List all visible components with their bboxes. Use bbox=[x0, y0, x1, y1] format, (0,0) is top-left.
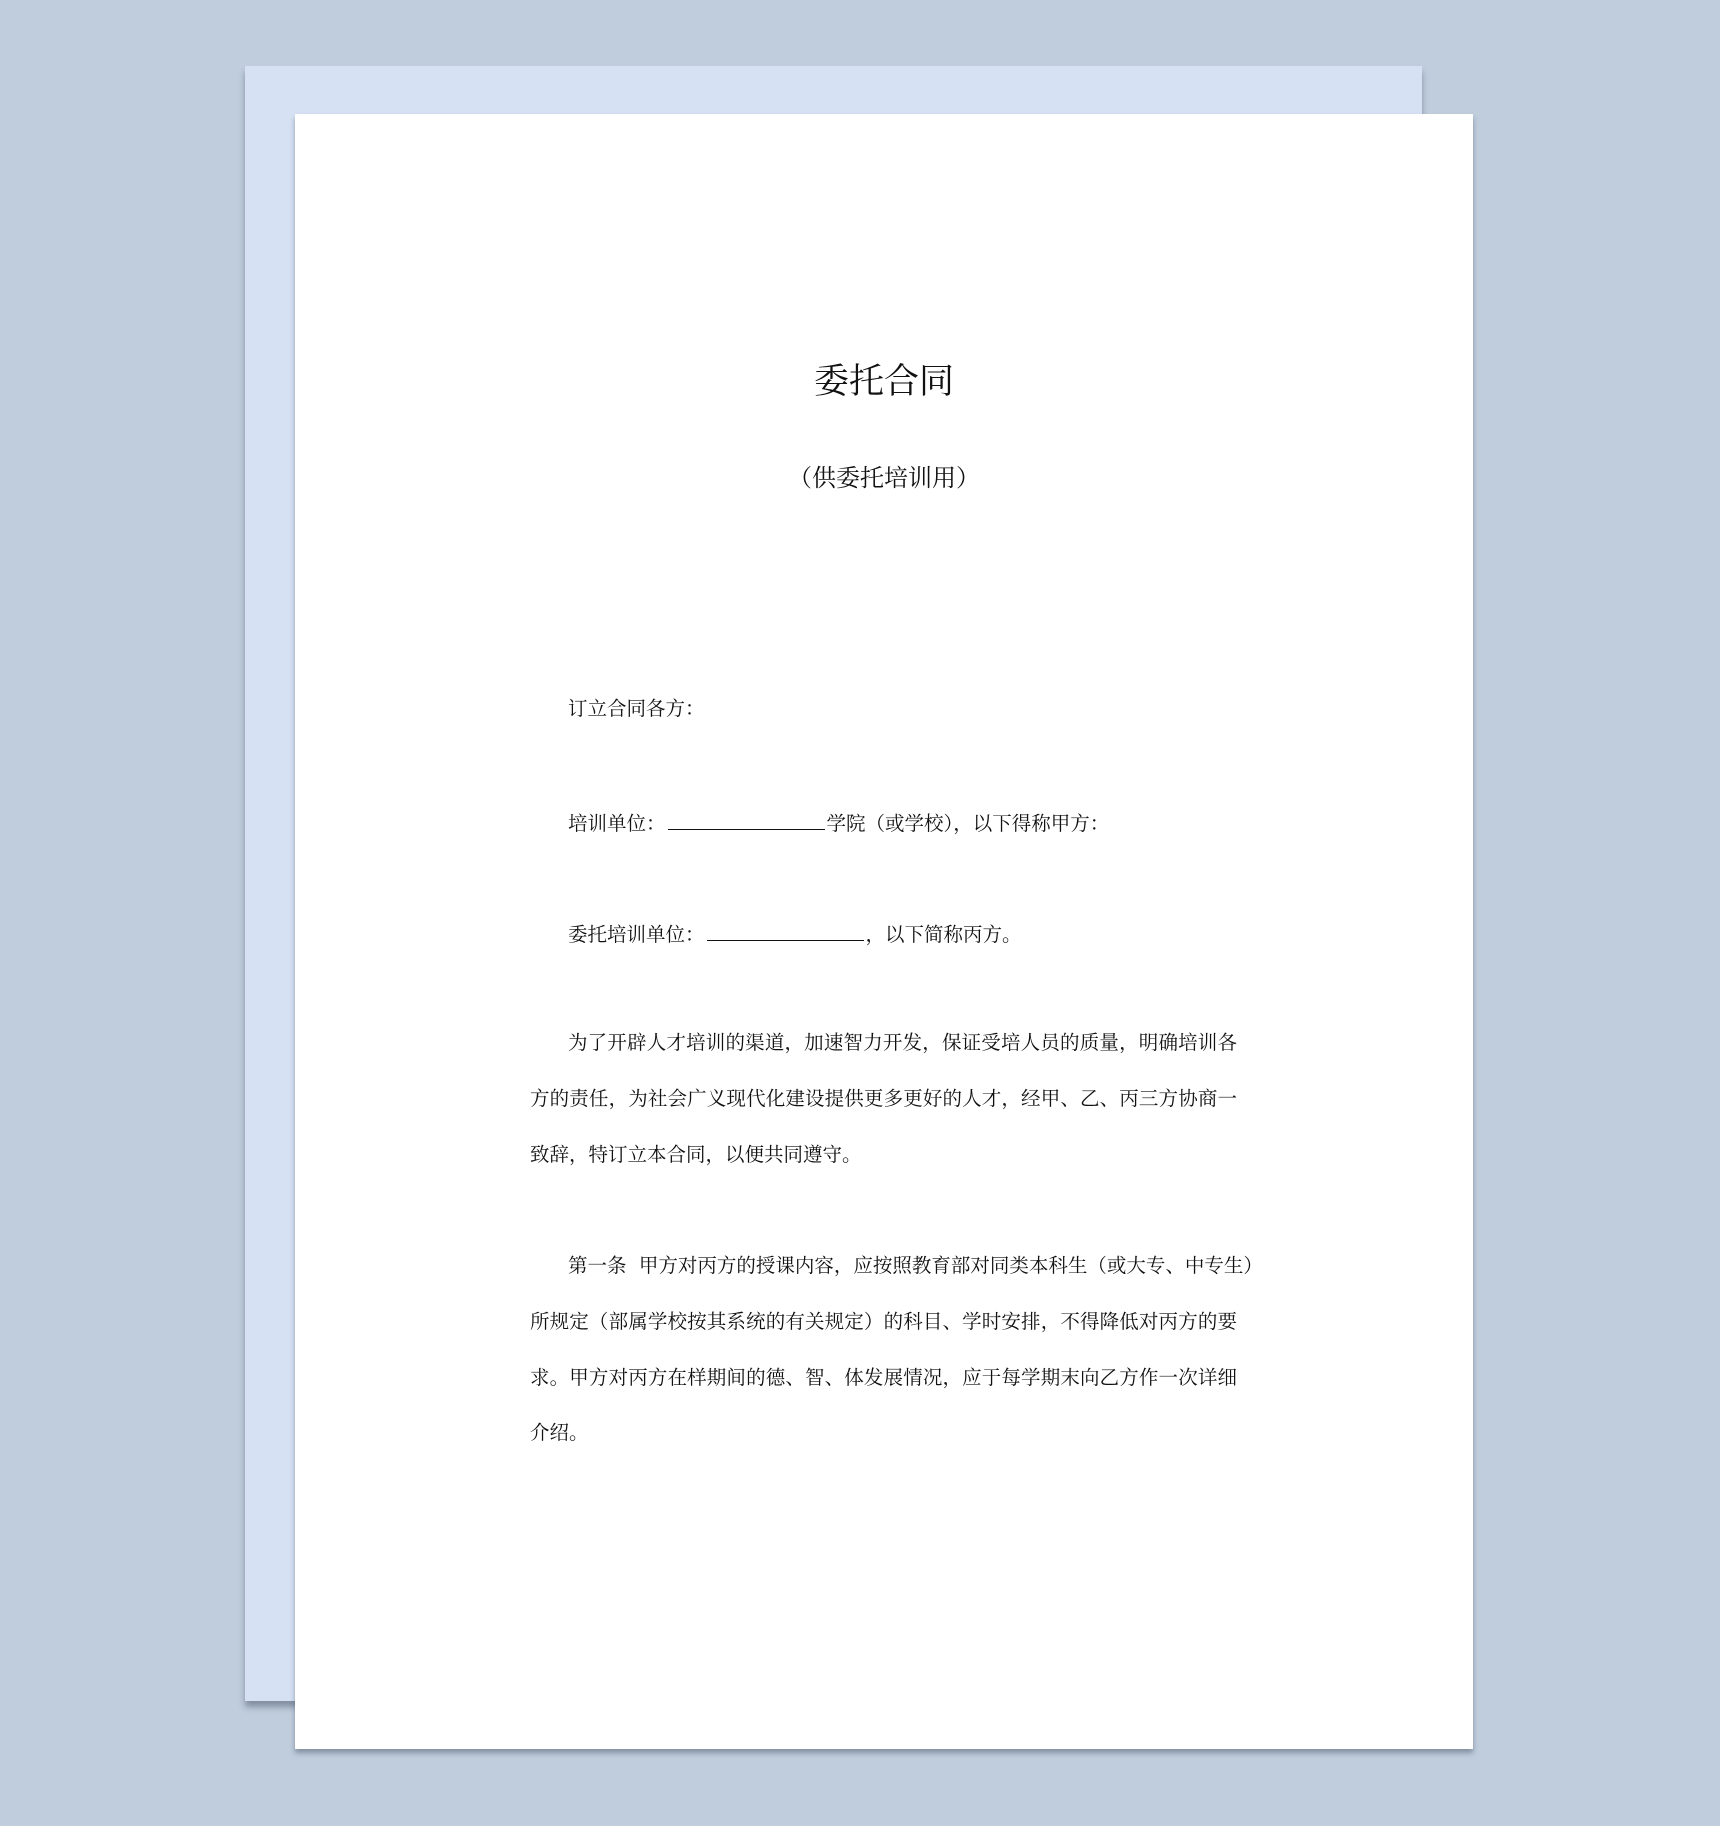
document-page bbox=[295, 114, 1473, 1749]
party-c-suffix: ，以下简称丙方。 bbox=[865, 923, 1022, 946]
preamble-line: 为了开辟人才培训的渠道，加速智力开发，保证受培人员的质量，明确培训各 bbox=[568, 1031, 1237, 1054]
party-a-label: 培训单位： bbox=[568, 812, 666, 835]
party-c-line bbox=[568, 920, 1022, 947]
article-1-line: 第一条 甲方对丙方的授课内容，应按照教育部对同类本科生（或大专、中专生） bbox=[568, 1254, 1263, 1277]
preamble-line: 致辞，特订立本合同，以便共同遵守。 bbox=[530, 1143, 862, 1166]
article-1-line: 介绍。 bbox=[530, 1421, 589, 1444]
document-subtitle: （供委托培训用） bbox=[788, 464, 980, 492]
party-a-line bbox=[568, 809, 1109, 836]
article-1-line: 所规定（部属学校按其系统的有关规定）的科目、学时安排，不得降低对丙方的要 bbox=[530, 1310, 1237, 1333]
party-c-label: 委托培训单位： bbox=[568, 923, 705, 946]
preamble-line: 方的责任，为社会广义现代化建设提供更多更好的人才，经甲、乙、丙三方协商一 bbox=[530, 1087, 1237, 1110]
party-a-blank-field[interactable] bbox=[668, 809, 825, 830]
parties-heading: 订立合同各方： bbox=[568, 697, 705, 720]
document-title: 委托合同 bbox=[813, 362, 954, 402]
party-a-suffix: 学院（或学校），以下得称甲方： bbox=[826, 812, 1110, 835]
article-1-line: 求。甲方对丙方在样期间的德、智、体发展情况，应于每学期末向乙方作一次详细 bbox=[530, 1366, 1237, 1389]
party-c-blank-field[interactable] bbox=[707, 920, 864, 941]
